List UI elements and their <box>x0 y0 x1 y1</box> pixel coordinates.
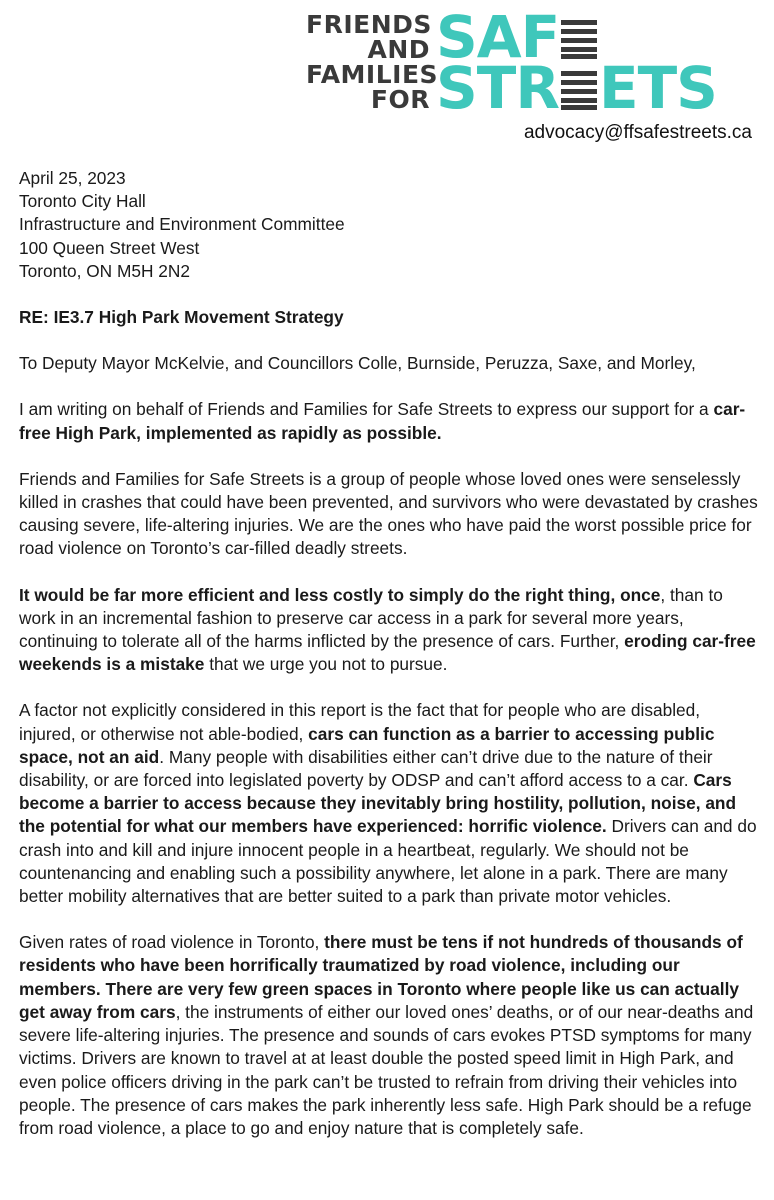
address-line: 100 Queen Street West <box>19 237 200 258</box>
logo-e-bars-icon <box>561 69 597 109</box>
paragraph-5 <box>19 931 759 1140</box>
text-run: , than to work in an incremental fashion to preserve car access in a park for several more years, continuing to tolerate all of the harms inflicted by the presence of cars. Further, <box>19 584 723 652</box>
text-run: I am writing on behalf of Friends and Families for Safe Streets to express our support for a <box>19 399 714 420</box>
contact-email[interactable]: advocacy@ffsafestreets.ca <box>523 122 752 143</box>
organization-logo <box>306 3 756 122</box>
text-run: A factor not explicitly considered in this report is the fact that for people who are disabled, injured, or otherwise not able-bodied, <box>19 700 701 744</box>
text-run-bold: cars can function as a barrier to accessing public space, not an aid <box>19 723 715 767</box>
re-line <box>19 306 759 329</box>
text-run: . Many people with disabilities either can’t drive due to the nature of their disability, or are forced into legislated poverty by ODSP and can’t afford access to a car. <box>19 746 713 791</box>
logo-streets-text: STR <box>436 54 559 122</box>
text-run-bold: there must be tens if not hundreds of thousands of residents who have been horrifically traumatized by road violence, including our members. There are very few green spaces in Toronto where people like us can actually get away from cars <box>19 932 743 1022</box>
address-line: Toronto, ON M5H 2N2 <box>19 260 190 281</box>
paragraph-2: Friends and Families for Safe Streets is a group of people whose loved ones were senselessly killed in crashes that could have been prevented, and survivors who were devastated by crashes causing severe, life-altering injuries. We are the ones who have paid the worst possible price for road violence on Toronto’s car-filled deadly streets. <box>19 468 758 559</box>
text-run-bold: It would be far more efficient and less costly to simply do the right thing, once <box>19 584 661 605</box>
address-line: Toronto City Hall <box>19 191 146 212</box>
logo-streets <box>436 54 717 122</box>
letter-body <box>19 144 759 1163</box>
logo-line: FRIENDS <box>306 10 432 39</box>
re-line-text: RE: IE3.7 High Park Movement Strategy <box>19 307 344 328</box>
logo-line: FOR <box>370 85 430 114</box>
salutation: To Deputy Mayor McKelvie, and Councillors Colle, Burnside, Peruzza, Saxe, and Morley, <box>19 353 696 374</box>
paragraph-3 <box>19 584 759 677</box>
paragraph-4 <box>19 699 759 908</box>
logo-line: AND <box>367 35 430 64</box>
logo-streets-end: ETS <box>599 54 717 122</box>
text-run: that we urge you not to pursue. <box>204 654 448 675</box>
letter-date: April 25, 2023 <box>19 168 126 188</box>
logo-line: FAMILIES <box>306 60 439 89</box>
text-run: Drivers can and do crash into and kill and injure innocent people in a heartbeat, regularly. We should not be countenancing and enabling such a possibility anywhere, let alone in a park. There are many better mobility alternatives that are better suited to a park than private motor vehicles. <box>19 816 757 907</box>
paragraph-1 <box>19 398 759 444</box>
text-run-bold: car-free High Park, implemented as rapidly as possible. <box>19 399 746 443</box>
logo-safe-text: SAF <box>436 3 560 71</box>
logo-wordmark-right <box>436 3 717 122</box>
text-run-bold: eroding car-free weekends is a mistake <box>19 631 756 675</box>
text-run: Given rates of road violence in Toronto, <box>19 932 325 953</box>
text-run-bold: Cars become a barrier to access because they inevitably bring hostility, pollution, noise, and the potential for what our members have experienced: horrific violence. <box>19 770 737 837</box>
logo-wordmark-left <box>306 10 439 114</box>
address-line: Infrastructure and Environment Committee <box>19 214 345 235</box>
text-run: , the instruments of either our loved ones’ deaths, or of our near-deaths and severe life-altering injuries. The presence and sounds of cars evokes PTSD symptoms for many victims. Drivers are known to travel at at least double the posted speed limit in High Park, and even police officers driving in the park can’t be trusted to refrain from driving their vehicles into people. The presence of cars makes the park inherently less safe. High Park should be a refuge from road violence, a place to go and enjoy nature that is completely safe. <box>19 1001 754 1138</box>
logo-e-bars-icon <box>561 18 597 58</box>
